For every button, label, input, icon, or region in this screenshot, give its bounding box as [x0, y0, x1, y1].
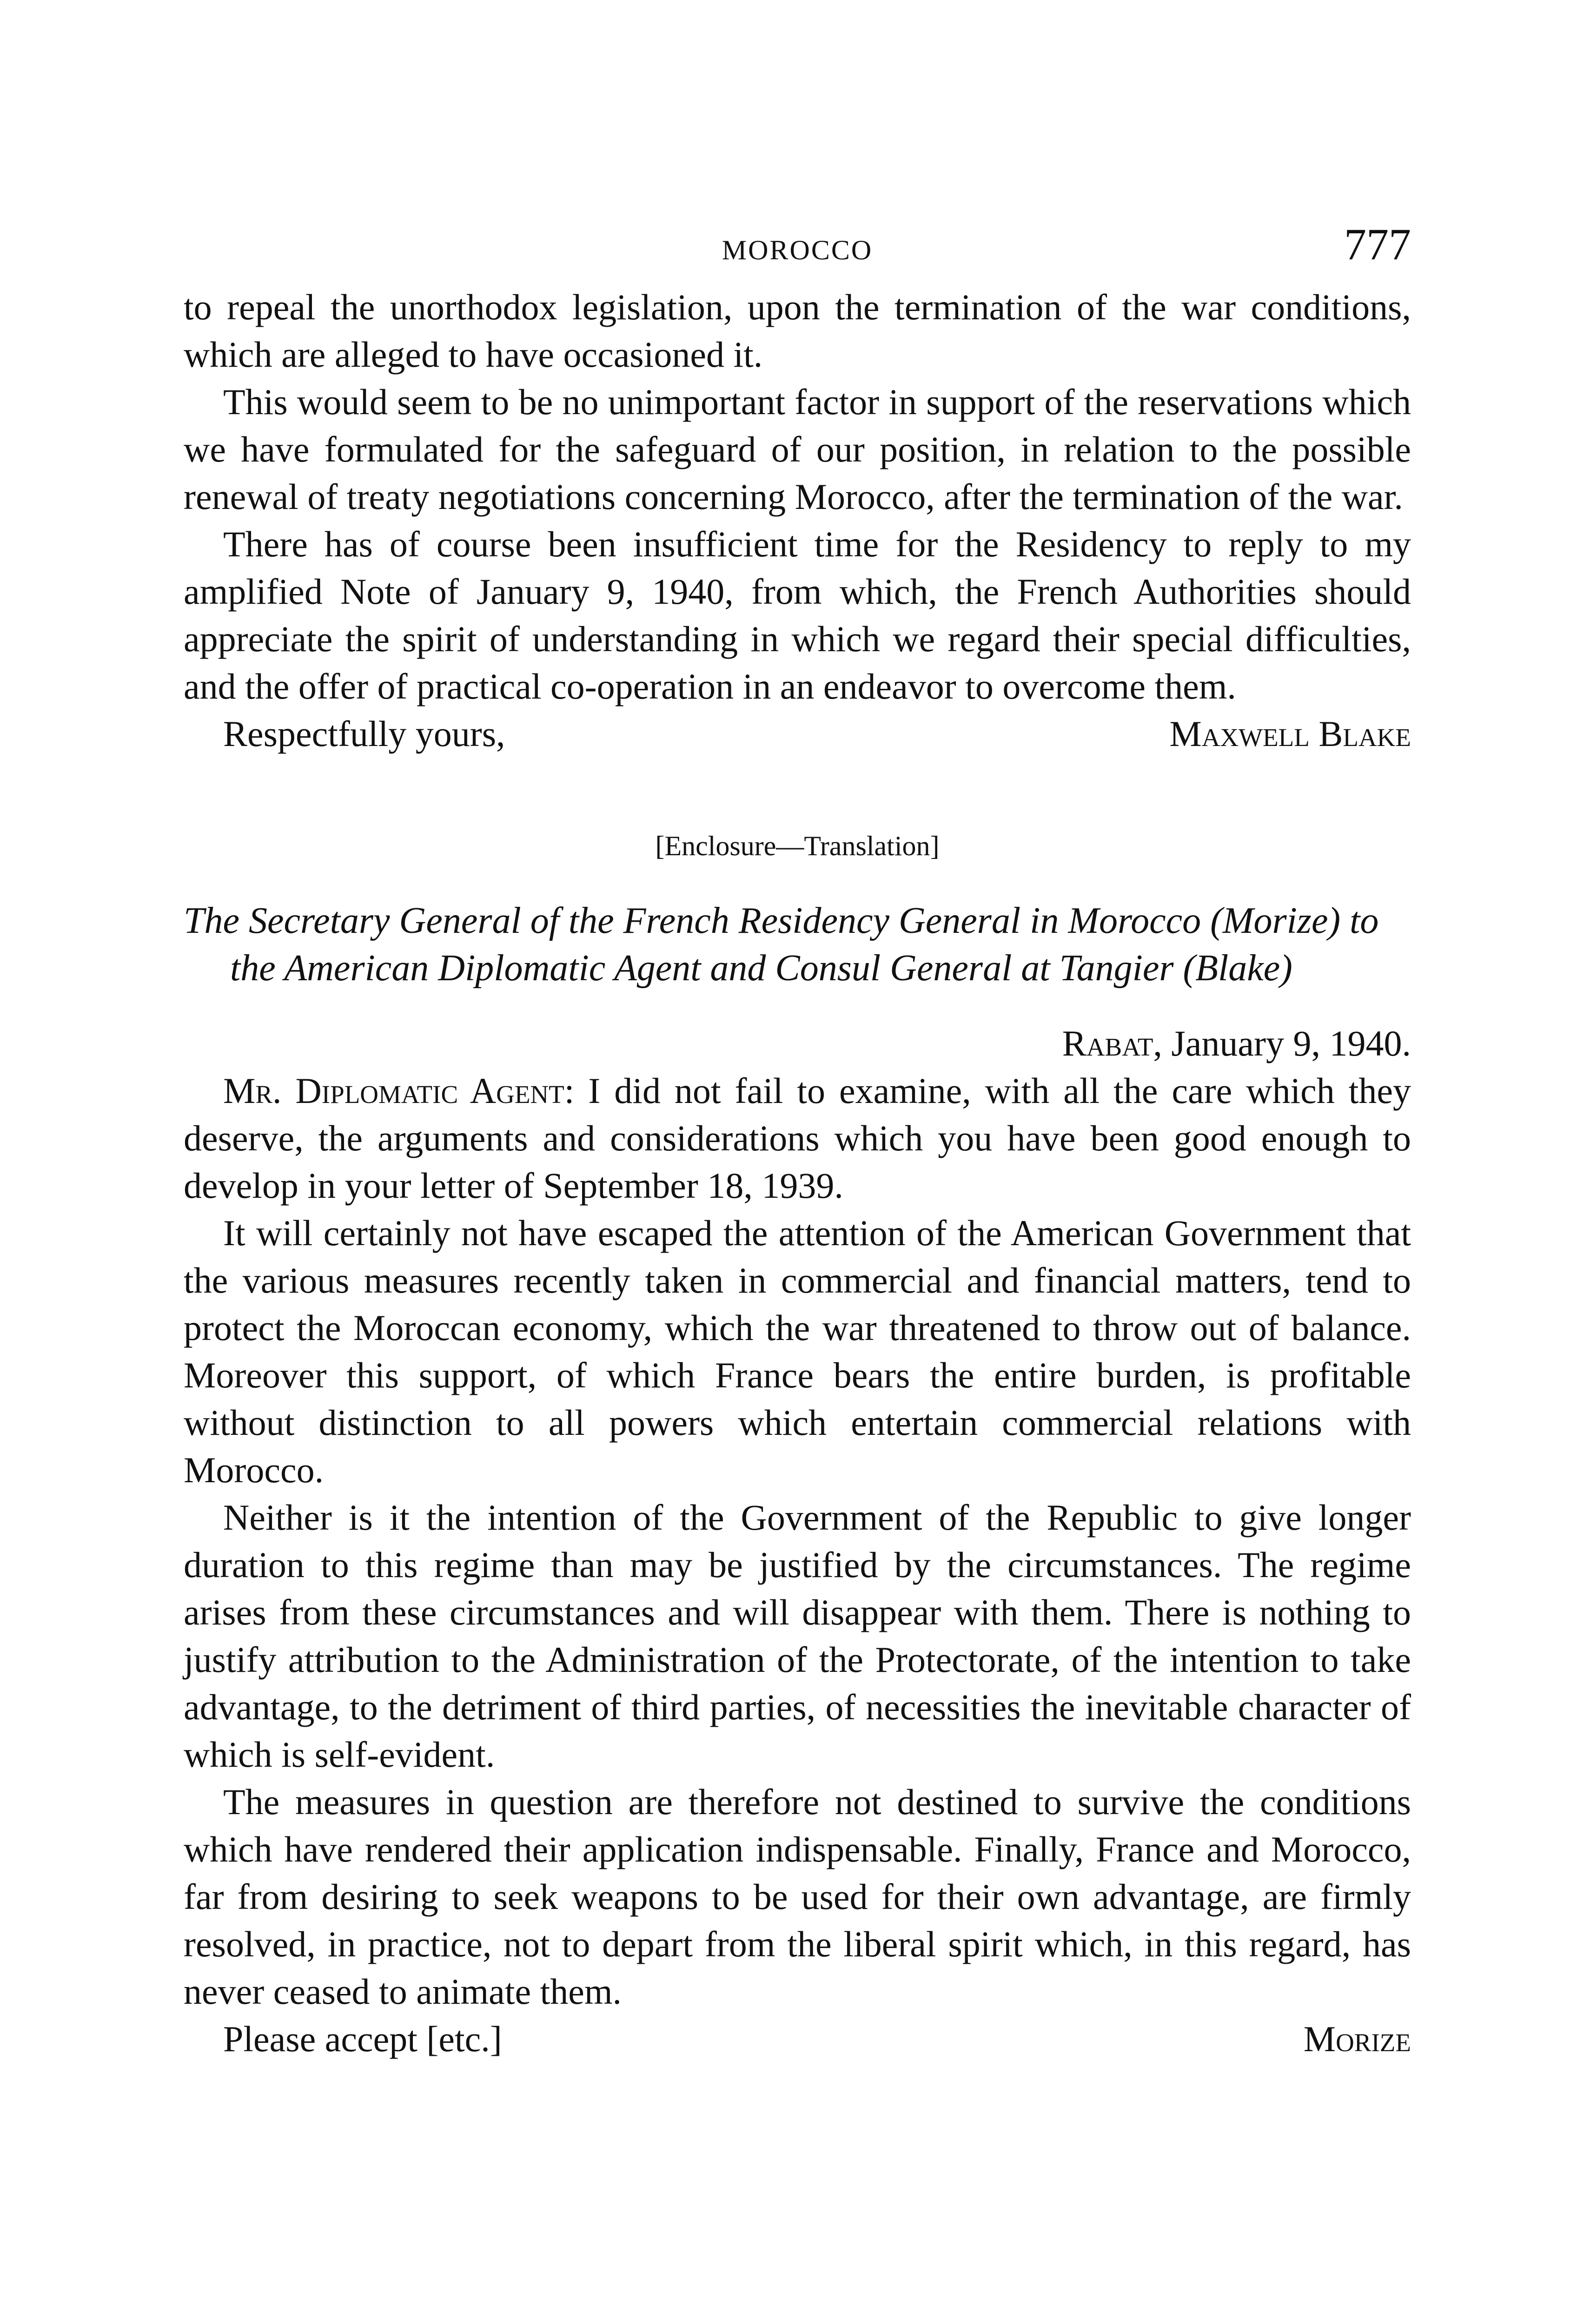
dateline-date: , January 9, 1940.	[1153, 1023, 1411, 1063]
letter-closing: Respectfully yours,	[223, 713, 505, 754]
enclosure-paragraph-3: Neither is it the intention of the Government of the Republic to give longer duration to this regime than may be justified by the circumstances. The regime arises from these circumstances and will disappear with them. There is nothing to justify attribution to the Administration of the Protectorate, of the intention to take advantage, to the detriment of third parties, of necessities the inevitable character of which is self-evident.	[184, 1497, 1411, 1775]
enclosure-paragraph-4: The measures in question are therefore not destined to survive the conditions which have rendered their application indispensable. Finally, France and Morocco, far from desiring to seek weapons to be used for their own advantage, are firmly resolved, in practice, not to depart from the liberal spirit which, in this regard, has never ceased to animate them.	[184, 1782, 1411, 2012]
page-number: 777	[1344, 219, 1411, 269]
enclosure-paragraph-1	[184, 1067, 1411, 1209]
enclosure-closing-row	[184, 2015, 1411, 2063]
letter-paragraph-1: to repeal the unorthodox legislation, upon the termination of the war conditions, which are alleged to have occasioned it.	[184, 287, 1411, 375]
enclosure-paragraph-2: It will certainly not have escaped the attention of the American Government that the various measures recently taken in commercial and financial matters, tend to protect the Moroccan economy, which the war threatened to throw out of balance. Moreover this support, of which France bears the entire burden, is profitable without distinction to all powers which entertain commercial relations with Morocco.	[184, 1213, 1411, 1490]
letter-closing-row	[184, 710, 1411, 758]
dateline-place: Rabat	[1062, 1023, 1153, 1063]
enclosure-signature: Morize	[1303, 2019, 1411, 2059]
letter-paragraph-3: There has of course been insufficient time for the Residency to reply to my amplified Note of January 9, 1940, from which, the French Authorities should appreciate the spirit of understanding in which we regard their special difficulties, and the offer of practical co-operation in an endeavor to overcome them.	[184, 524, 1411, 706]
enclosure-closing: Please accept [etc.]	[223, 2019, 502, 2059]
enclosure-paragraph-1-text: : I did not fail to examine, with all the care which they deserve, the arguments and considerations which you have been good enough to develop in your letter of September 18, 1939.	[184, 1070, 1411, 1206]
letter-paragraph-2: This would seem to be no unimportant factor in support of the reservations which we have formulated for the safeguard of our position, in relation to the possible renewal of treaty negotiations concerning Morocco, after the termination of the war.	[184, 382, 1411, 517]
enclosure-label: [Enclosure—Translation]	[655, 831, 940, 861]
dateline	[184, 1020, 1411, 1067]
document-page	[184, 218, 1411, 2063]
running-head	[184, 218, 1411, 284]
letter-signature: Maxwell Blake	[1169, 713, 1411, 754]
enclosure-heading: The Secretary General of the French Residency General in Morocco (Morize) to the American Diplomatic Agent and Consul General at Tangier (Blake)	[184, 900, 1379, 989]
salutation: Mr. Diplomatic Agent	[223, 1070, 564, 1111]
running-title: MOROCCO	[722, 235, 873, 265]
